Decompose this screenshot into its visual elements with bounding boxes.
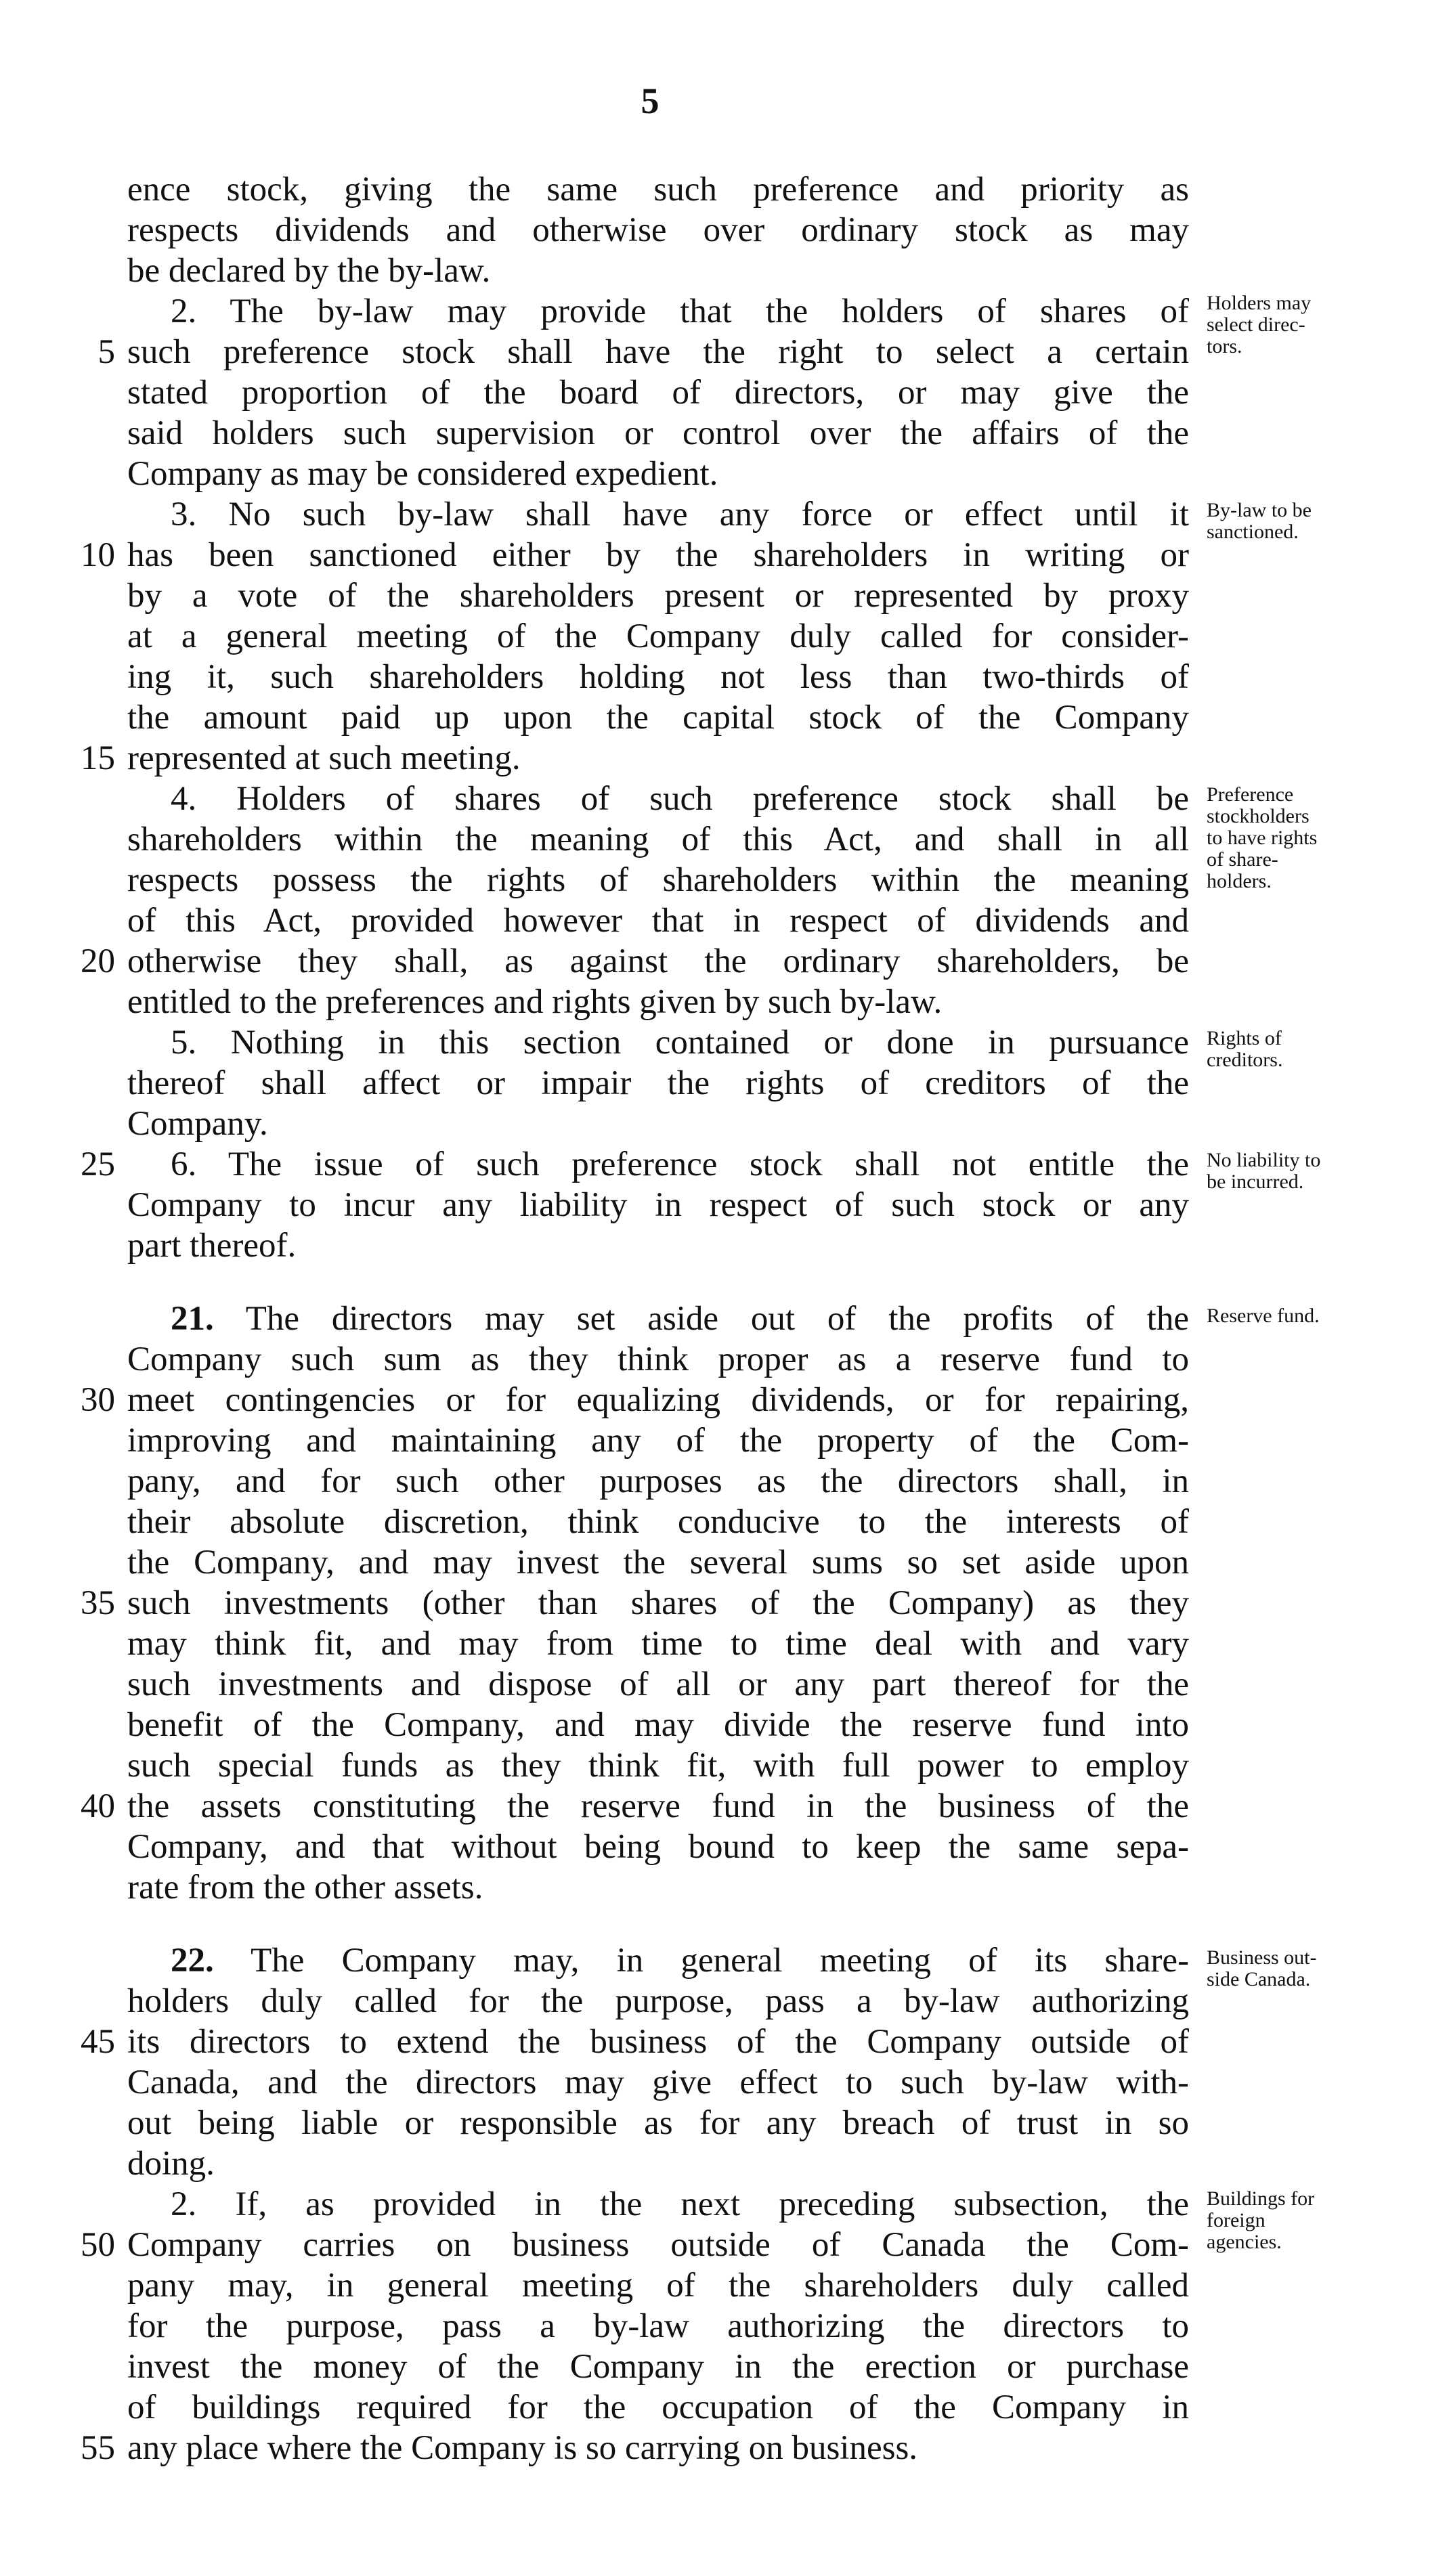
- margin-note: By-law to be sanctioned.: [1207, 499, 1312, 543]
- text-line: such investments (other than shares of the Company) as they: [127, 1584, 1189, 1622]
- line-number: 20: [81, 942, 115, 980]
- text-segment: The Company may, in general meeting of its share-: [251, 1942, 1189, 1980]
- text-line: improving and maintaining any of the property of the Com-: [127, 1422, 1189, 1460]
- text-line: Company, and that without being bound to keep the same sepa-: [127, 1828, 1189, 1866]
- line-number: 5: [98, 333, 115, 371]
- text-line: thereof shall affect or impair the rights of creditors of the: [127, 1064, 1189, 1102]
- line-number: 50: [81, 2226, 115, 2264]
- text-line: Canada, and the directors may give effect to such by-law with-: [127, 2064, 1189, 2101]
- section-number: 22.: [171, 1942, 214, 1980]
- text-line: its directors to extend the business of the Company outside of: [127, 2023, 1189, 2061]
- line-number: 30: [81, 1381, 115, 1419]
- line-number: 40: [81, 1787, 115, 1825]
- text-line: holders duly called for the purpose, pass a by-law authorizing: [127, 1982, 1189, 2020]
- text-line: 5. Nothing in this section contained or done in pursuance: [171, 1024, 1189, 1062]
- margin-note: Holders may select direc- tors.: [1207, 292, 1312, 357]
- line-number: 15: [81, 739, 115, 777]
- text-line: represented at such meeting.: [127, 739, 521, 777]
- text-line: 3. No such by-law shall have any force or effect until it: [171, 496, 1189, 533]
- margin-note: No liability to be incurred.: [1207, 1149, 1321, 1193]
- text-line: ence stock, giving the same such preference and priority as: [127, 171, 1189, 209]
- text-line: respects dividends and otherwise over ordinary stock as may: [127, 211, 1189, 249]
- text-line: said holders such supervision or control over the affairs of the: [127, 414, 1189, 452]
- section-21-first-line: [171, 1298, 1189, 1339]
- text-line: doing.: [127, 2145, 215, 2183]
- text-line: such special funds as they think fit, with full power to employ: [127, 1747, 1189, 1785]
- line-number: 45: [81, 2023, 115, 2061]
- section-22-first-line: [171, 1940, 1189, 1981]
- text-line: Company such sum as they think proper as a reserve fund to: [127, 1340, 1189, 1378]
- text-line: be declared by the by-law.: [127, 252, 491, 290]
- section-number: 21.: [171, 1300, 214, 1338]
- text-line: of buildings required for the occupation of the Company in: [127, 2388, 1189, 2426]
- text-line: any place where the Company is so carrying on business.: [127, 2429, 918, 2467]
- text-segment: The directors may set aside out of the profits of the: [245, 1300, 1189, 1338]
- text-line: the assets constituting the reserve fund in the business of the: [127, 1787, 1189, 1825]
- text-line: rate from the other assets.: [127, 1869, 483, 1906]
- page-number: 5: [641, 81, 659, 121]
- margin-note: Business out- side Canada.: [1207, 1946, 1317, 1990]
- margin-note: Buildings for foreign agencies.: [1207, 2187, 1315, 2253]
- text-line: 2. If, as provided in the next preceding subsection, the: [171, 2185, 1189, 2223]
- text-line: entitled to the preferences and rights given by such by-law.: [127, 983, 943, 1021]
- text-line: their absolute discretion, think conducive to the interests of: [127, 1503, 1189, 1541]
- text-line: Company carries on business outside of Canada the Com-: [127, 2226, 1189, 2264]
- line-number: 10: [81, 536, 115, 574]
- text-line: ing it, such shareholders holding not less than two-thirds of: [127, 658, 1189, 696]
- text-line: part thereof.: [127, 1227, 297, 1265]
- text-line: the Company, and may invest the several sums so set aside upon: [127, 1544, 1189, 1581]
- text-line: out being liable or responsible as for any breach of trust in so: [127, 2104, 1189, 2142]
- text-line: Company to incur any liability in respect of such stock or any: [127, 1186, 1189, 1224]
- text-line: pany may, in general meeting of the shareholders duly called: [127, 2267, 1189, 2305]
- margin-note: Rights of creditors.: [1207, 1027, 1283, 1071]
- text-line: such preference stock shall have the right to select a certain: [127, 333, 1189, 371]
- text-line: has been sanctioned either by the shareholders in writing or: [127, 536, 1189, 574]
- text-line: respects possess the rights of shareholders within the meaning: [127, 861, 1189, 899]
- text-line: for the purpose, pass a by-law authorizing the directors to: [127, 2307, 1189, 2345]
- text-line: Company.: [127, 1105, 268, 1143]
- text-line: meet contingencies or for equalizing dividends, or for repairing,: [127, 1381, 1189, 1419]
- text-line: 6. The issue of such preference stock shall not entitle the: [171, 1145, 1189, 1183]
- margin-note: Preference stockholders to have rights of share- holders.: [1207, 783, 1318, 892]
- margin-note: Reserve fund.: [1207, 1305, 1320, 1327]
- text-line: benefit of the Company, and may divide the reserve fund into: [127, 1706, 1189, 1744]
- text-line: of this Act, provided however that in respect of dividends and: [127, 902, 1189, 940]
- text-line: by a vote of the shareholders present or represented by proxy: [127, 577, 1189, 615]
- text-line: the amount paid up upon the capital stock of the Company: [127, 699, 1189, 737]
- text-line: at a general meeting of the Company duly called for consider-: [127, 617, 1189, 655]
- text-line: Company as may be considered expedient.: [127, 455, 718, 493]
- text-line: invest the money of the Company in the erection or purchase: [127, 2348, 1189, 2386]
- text-line: pany, and for such other purposes as the directors shall, in: [127, 1462, 1189, 1500]
- line-number: 55: [81, 2429, 115, 2467]
- line-number: 25: [81, 1145, 115, 1183]
- text-line: 2. The by-law may provide that the holders of shares of: [171, 292, 1189, 330]
- line-number: 35: [81, 1584, 115, 1622]
- text-line: stated proportion of the board of directors, or may give the: [127, 374, 1189, 412]
- text-line: otherwise they shall, as against the ordinary shareholders, be: [127, 942, 1189, 980]
- text-line: such investments and dispose of all or any part thereof for the: [127, 1665, 1189, 1703]
- text-line: 4. Holders of shares of such preference stock shall be: [171, 780, 1189, 818]
- text-line: shareholders within the meaning of this Act, and shall in all: [127, 821, 1189, 858]
- text-line: may think fit, and may from time to time deal with and vary: [127, 1625, 1189, 1663]
